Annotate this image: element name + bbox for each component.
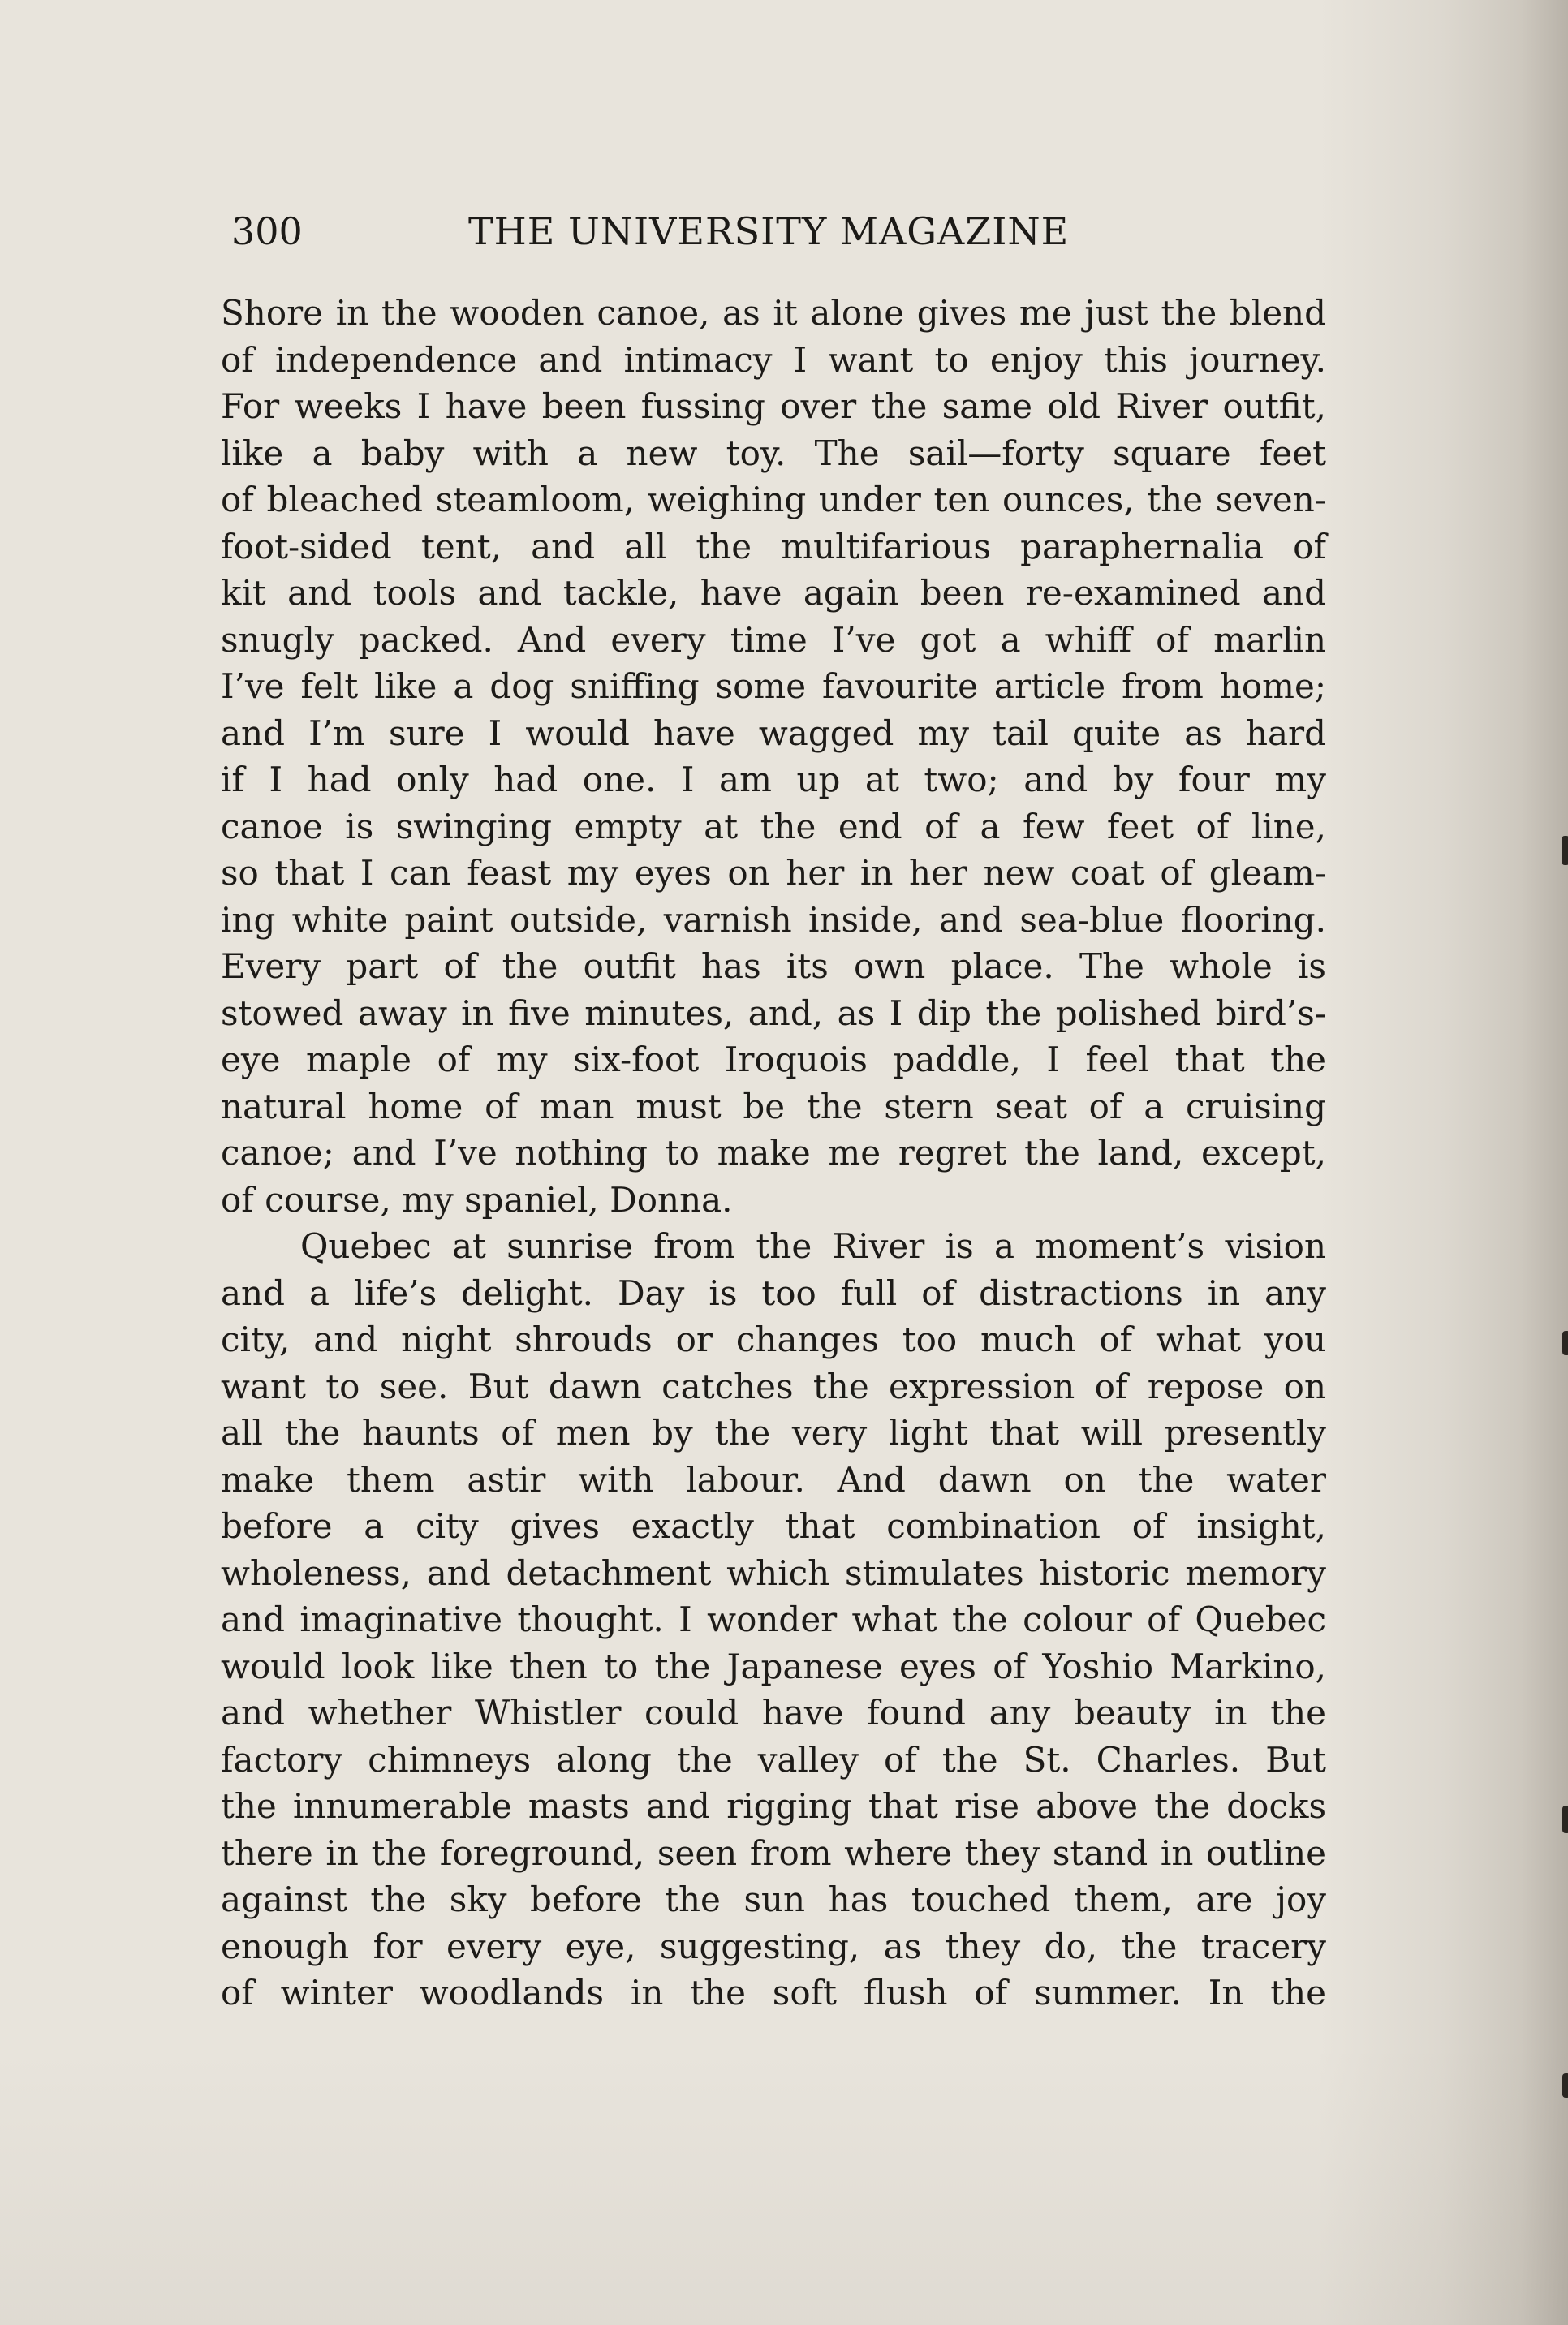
text-line: canoe; and I’ve nothing to make me regret the land, except, (221, 1133, 1326, 1173)
text-line: Every part of the outfit has its own place. The whole is (221, 946, 1326, 986)
text-line: would look like then to the Japanese eyes of Yoshio Markino, (221, 1646, 1326, 1686)
text-line: canoe is swinging empty at the end of a few feet of line, (221, 806, 1326, 846)
text-line: like a baby with a new toy. The sail—forty square feet (221, 433, 1326, 473)
text-line: kit and tools and tackle, have again been re-examined and (221, 573, 1326, 613)
text-line: factory chimneys along the valley of the St. Charles. But (221, 1739, 1326, 1780)
text-line: of course, my spaniel, Donna. (221, 1179, 733, 1220)
text-line: ing white paint outside, varnish inside, and sea-blue flooring. (221, 899, 1326, 940)
page-edge-mark (1562, 2073, 1568, 2098)
text-line: enough for every eye, suggesting, as they do, the tracery (221, 1926, 1326, 1966)
page-edge-mark (1562, 836, 1568, 865)
text-line: wholeness, and detachment which stimulates historic memory (221, 1552, 1326, 1593)
text-line: eye maple of my six-foot Iroquois paddle, I feel that the (221, 1040, 1326, 1079)
text-line: want to see. But dawn catches the expression of repose on (221, 1366, 1326, 1406)
text-line: Quebec at sunrise from the River is a moment’s vision (300, 1226, 1326, 1266)
text-line: all the haunts of men by the very light that will presently (221, 1413, 1326, 1453)
running-title: THE UNIVERSITY MAGAZINE (468, 209, 1070, 253)
text-line: and whether Whistler could have found any beauty in the (221, 1693, 1326, 1733)
text-line: of winter woodlands in the soft flush of summer. In the (221, 1973, 1326, 2013)
text-line: and a life’s delight. Day is too full of distractions in any (221, 1272, 1326, 1313)
text-line: I’ve felt like a dog sniffing some favourite article from home; (221, 666, 1326, 706)
text-line: foot-sided tent, and all the multifarious paraphernalia of (221, 526, 1326, 566)
body-text (221, 290, 1326, 2017)
text-line: of bleached steamloom, weighing under ten ounces, the seven- (221, 480, 1326, 519)
text-line: of independence and intimacy I want to enjoy this journey. (221, 339, 1326, 380)
text-line: natural home of man must be the stern seat of a cruising (221, 1086, 1326, 1126)
text-line: so that I can feast my eyes on her in her new coat of gleam- (221, 853, 1326, 893)
text-line: the innumerable masts and rigging that rise above the docks (221, 1786, 1326, 1826)
page-edge-mark (1562, 1331, 1568, 1355)
text-line: stowed away in five minutes, and, as I dip the polished bird’s- (221, 992, 1326, 1033)
page-header (231, 207, 1327, 264)
page-edge-mark (1562, 1806, 1568, 1833)
text-line: city, and night shrouds or changes too much of what you (221, 1320, 1326, 1359)
text-line: Shore in the wooden canoe, as it alone gives me just the blend (221, 293, 1326, 333)
text-line: make them astir with labour. And dawn on the water (221, 1459, 1326, 1500)
text-line: snugly packed. And every time I’ve got a whiff of marlin (221, 619, 1326, 660)
text-line: against the sky before the sun has touched them, are joy (221, 1879, 1326, 1919)
page-number: 300 (231, 209, 303, 253)
text-line: For weeks I have been fussing over the same old River outfit, (221, 386, 1326, 426)
text-line: and imaginative thought. I wonder what the colour of Quebec (221, 1600, 1326, 1639)
text-line: if I had only had one. I am up at two; and by four my (221, 760, 1326, 799)
text-line: and I’m sure I would have wagged my tail quite as hard (221, 713, 1326, 753)
text-line: there in the foreground, seen from where they stand in outline (221, 1832, 1326, 1873)
text-line: before a city gives exactly that combination of insight, (221, 1506, 1326, 1546)
